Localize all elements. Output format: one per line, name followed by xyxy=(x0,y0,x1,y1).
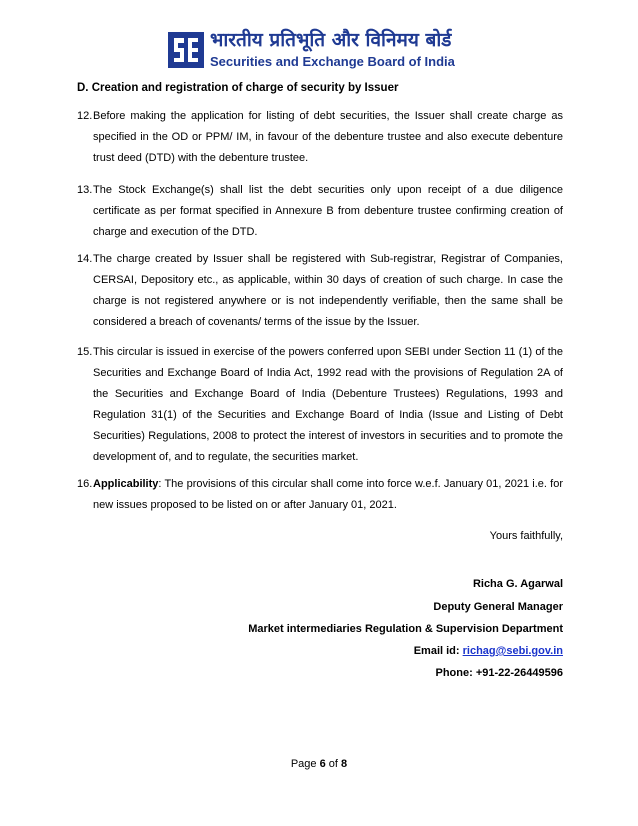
list-item xyxy=(77,342,563,468)
item-number: 15. xyxy=(77,346,93,358)
english-title: Securities and Exchange Board of India xyxy=(210,54,455,69)
email-link[interactable]: richag@sebi.gov.in xyxy=(462,645,563,657)
signatory-name: Richa G. Agarwal xyxy=(472,578,563,590)
page-prefix: Page xyxy=(290,758,320,770)
list-item xyxy=(77,180,563,243)
item-text: The Stock Exchange(s) shall list the debt securities only upon receipt of a due diligence certificate as per format specified in Annexure B from debenture trustee confirming creation of charge and execution of the DTD. xyxy=(93,184,563,238)
item-number: 14. xyxy=(77,253,93,265)
item-text: The charge created by Issuer shall be registered with Sub-registrar, Registrar of Companies, CERSAI, Depository etc., as applicable, within 30 days of creation of such charge. In case the charge is not registered anywhere or is not independently verifiable, then the same shall be considered a breach of covenants/ terms of the issue by the Issuer. xyxy=(93,253,563,328)
list-item xyxy=(77,474,563,516)
applicability-text: : The provisions of this circular shall come into force w.e.f. January 01, 2021 i.e. for new issues proposed to be listed on or after January 01, 2021. xyxy=(93,478,563,511)
hindi-title: भारतीय प्रतिभूति और विनिमय बोर्ड xyxy=(210,29,452,51)
list-item xyxy=(77,249,563,333)
item-number: 16. xyxy=(77,478,93,490)
item-text: Before making the application for listing of debt securities, the Issuer shall create charge as specified in the OD or PPM/ IM, in favour of the debenture trustee and also execute debenture trust deed (DTD) with the debenture trustee. xyxy=(93,110,563,164)
signatory-department: Market intermediaries Regulation & Supervision Department xyxy=(248,623,563,635)
section-heading: D. Creation and registration of charge of security by Issuer xyxy=(77,82,399,94)
list-item xyxy=(77,106,563,169)
sebi-logo-icon xyxy=(166,30,206,70)
item-number: 13. xyxy=(77,184,93,196)
signatory-designation: Deputy General Manager xyxy=(433,601,563,613)
page-middle: of xyxy=(325,758,342,770)
item-text: This circular is issued in exercise of the powers conferred upon SEBI under Section 11 (1) of the Securities and Exchange Board of India Act, 1992 read with the provisions of Regulation 2A of the Securities and Exchange Board of India (Debenture Trustees) Regulations, 1993 and Regulation 31(1) of the Securities and Exchange Board of India (Issue and Listing of Debt Securities) Regulations, 2008 to protect the interest of investors in securities and to promote the development of, and to regulate, the securities market. xyxy=(93,346,563,463)
email-line xyxy=(414,645,563,657)
applicability-label: Applicability xyxy=(93,478,159,490)
item-number: 12. xyxy=(77,110,93,122)
closing: Yours faithfully, xyxy=(489,530,563,542)
item-text xyxy=(93,474,563,516)
letterhead xyxy=(166,22,476,74)
page-total: 8 xyxy=(341,758,348,770)
phone-line: Phone: +91-22-26449596 xyxy=(435,667,563,679)
page-current: 6 xyxy=(319,758,326,770)
email-label: Email id: xyxy=(413,645,463,657)
page-footer xyxy=(0,758,638,770)
